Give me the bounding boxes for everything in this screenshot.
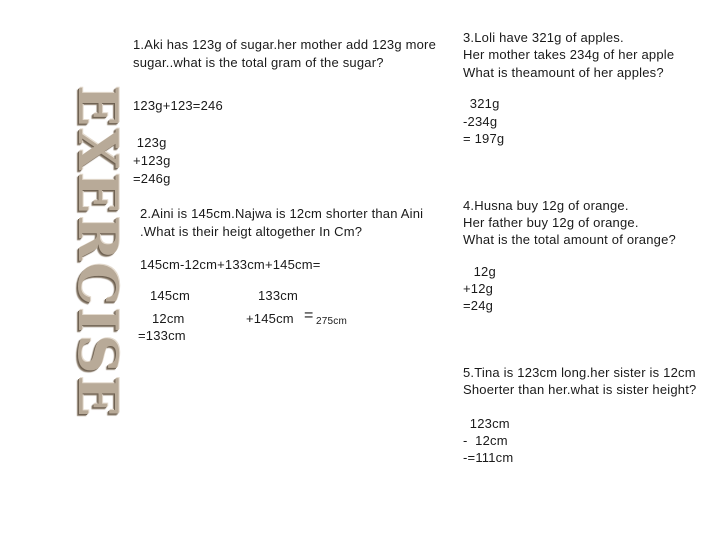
q5-column-line2: - 12cm xyxy=(463,433,508,448)
q2-equals-sign: = xyxy=(304,307,314,324)
q2-text-line1: 2.Aini is 145cm.Najwa is 12cm shorter than Aini xyxy=(140,206,424,221)
q2-col-a-line1: 145cm xyxy=(150,288,191,303)
q5-column-line1: 123cm xyxy=(466,416,510,431)
q2-working: 145cm-12cm+133cm+145cm= xyxy=(140,257,321,272)
q1-working: 123g+123=246 xyxy=(133,98,223,113)
q2-col-b-line1: 133cm xyxy=(258,288,299,303)
q4-column-line1: 12g xyxy=(466,264,496,279)
q5-text-line2: Shoerter than her.what is sister height? xyxy=(463,382,697,397)
q2-result: 275cm xyxy=(316,316,348,327)
q1-column-line2: +123g xyxy=(133,153,171,168)
q3-column-line3: = 197g xyxy=(463,131,505,146)
exercise-side-title: EXERCISE xyxy=(66,85,130,419)
q1-text-line1: 1.Aki has 123g of sugar.her mother add 123g more xyxy=(133,37,437,52)
q1-text-line2: sugar..what is the total gram of the sugar? xyxy=(133,55,384,70)
q2-col-b-line2: +145cm xyxy=(246,311,294,326)
q3-column-line1: 321g xyxy=(466,96,500,111)
q4-column-line2: +12g xyxy=(463,281,494,296)
q2-col-a-line3: =133cm xyxy=(138,328,186,343)
q1-column-line1: 123g xyxy=(133,135,167,150)
q2-col-a-line2: 12cm xyxy=(152,311,185,326)
q4-text-line1: 4.Husna buy 12g of orange. xyxy=(463,198,629,213)
q4-text-line2: Her father buy 12g of orange. xyxy=(463,215,639,230)
q3-column-line2: -234g xyxy=(463,114,498,129)
q1-column-line3: =246g xyxy=(133,171,171,186)
q4-column-line3: =24g xyxy=(463,298,494,313)
q3-text-line2: Her mother takes 234g of her apple xyxy=(463,47,675,62)
q5-column-line3: -=111cm xyxy=(463,450,514,465)
q3-text-line1: 3.Loli have 321g of apples. xyxy=(463,30,624,45)
q3-text-line3: What is theamount of her apples? xyxy=(463,65,664,80)
q2-text-line2: .What is their heigt altogether In Cm? xyxy=(140,224,363,239)
q4-text-line3: What is the total amount of orange? xyxy=(463,232,676,247)
exercise-side-title-wrap xyxy=(62,70,134,434)
q5-text-line1: 5.Tina is 123cm long.her sister is 12cm xyxy=(463,365,696,380)
